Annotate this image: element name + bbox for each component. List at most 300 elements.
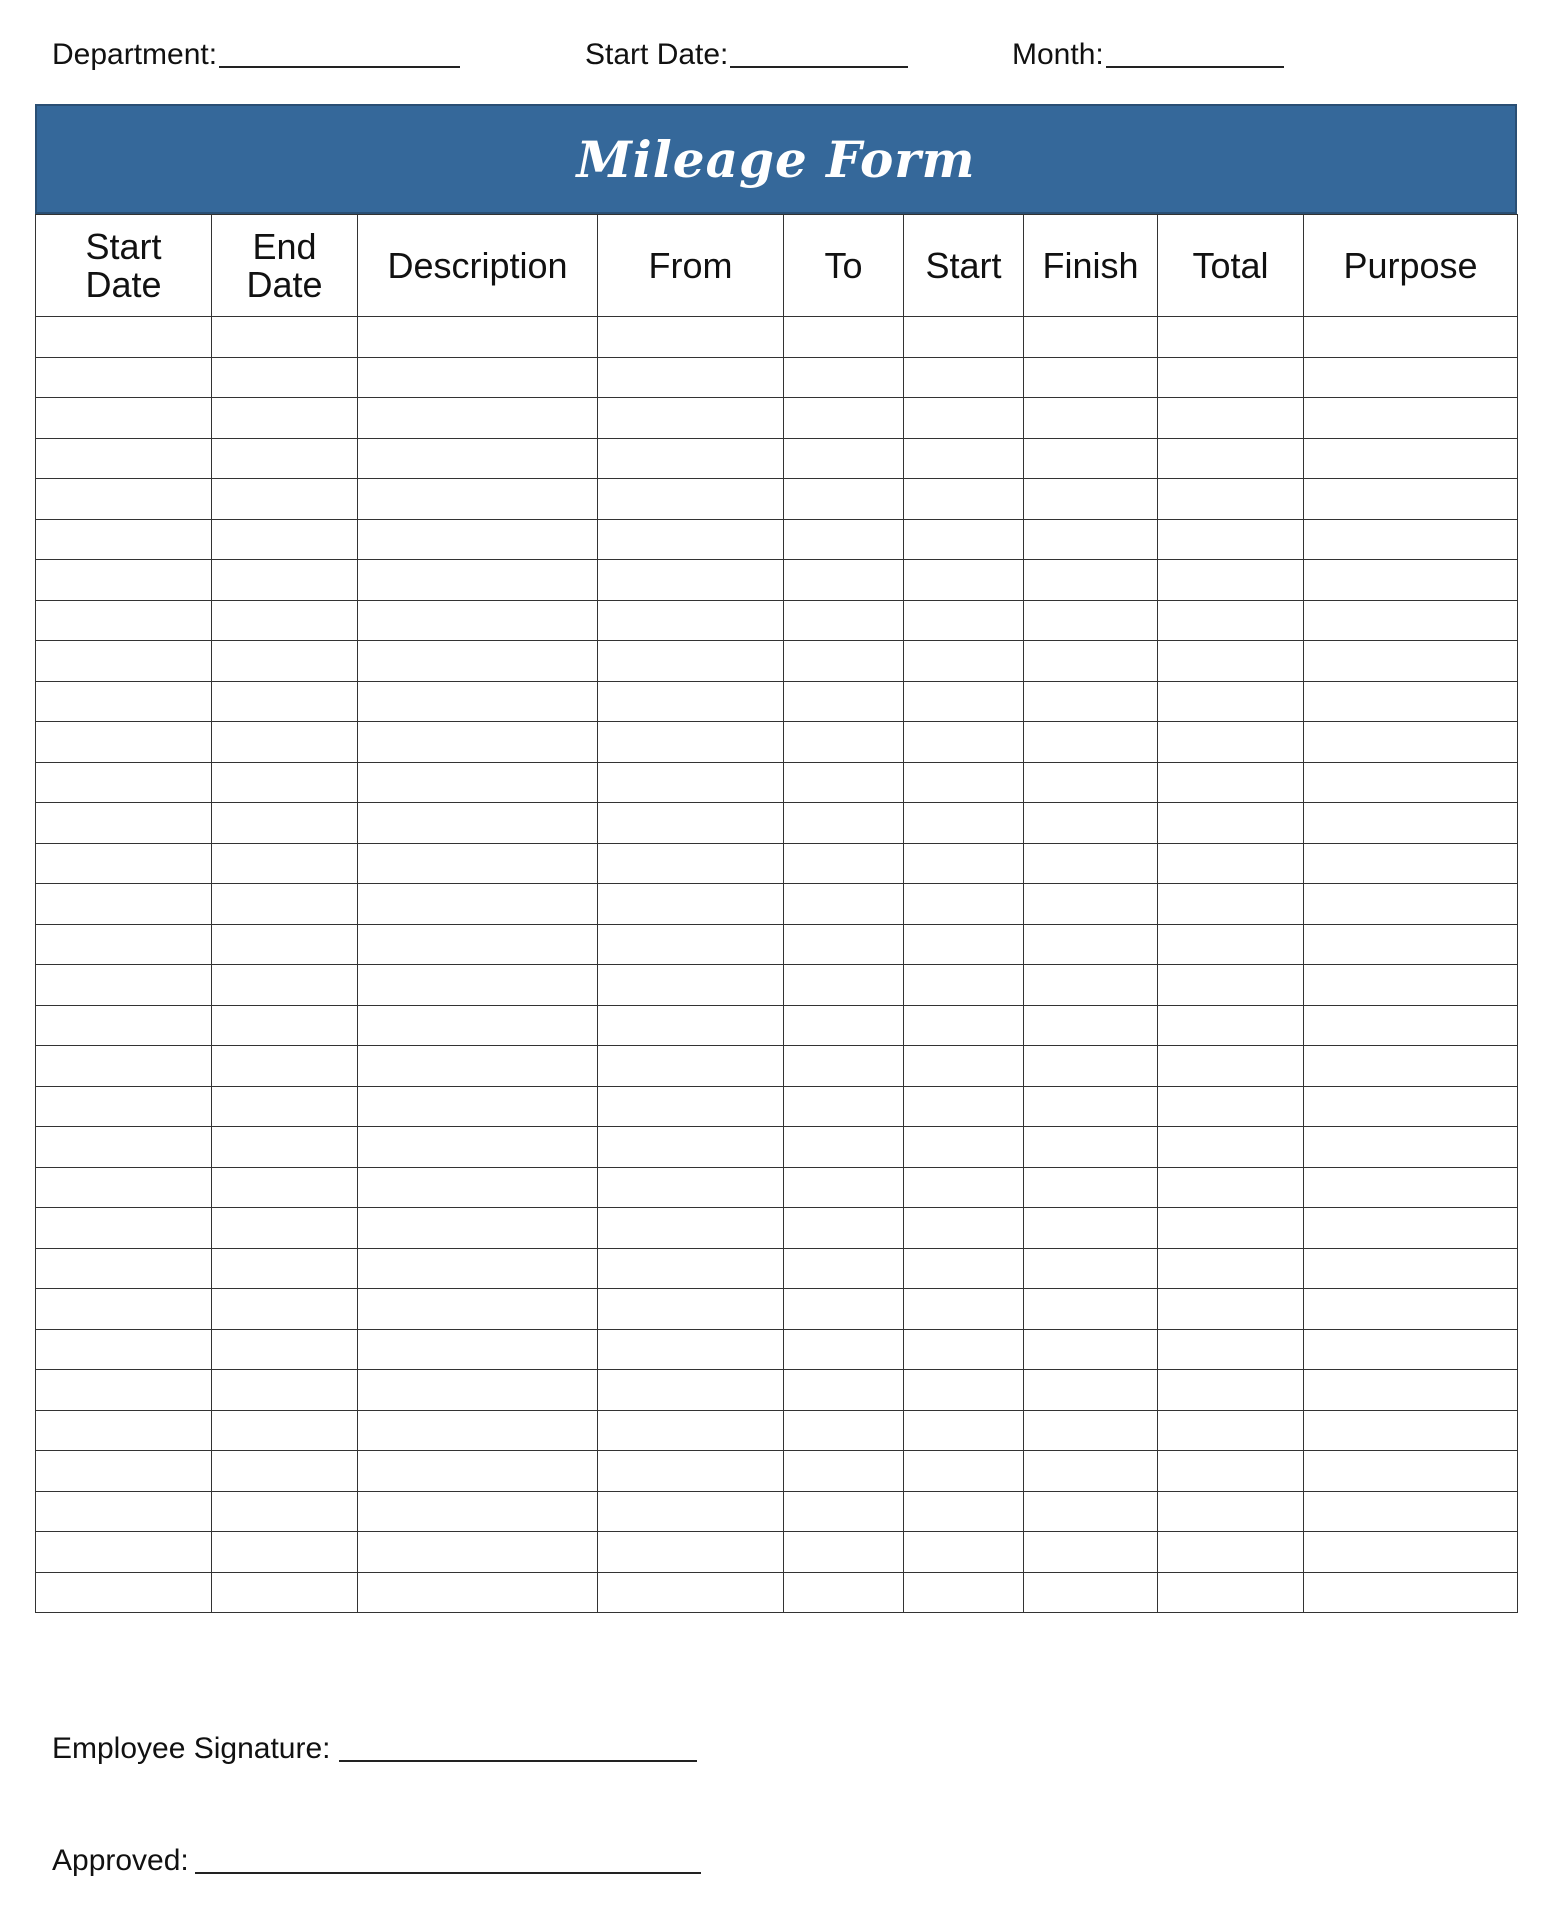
table-cell[interactable] bbox=[212, 1046, 358, 1087]
table-cell[interactable] bbox=[36, 479, 212, 520]
table-cell[interactable] bbox=[904, 1329, 1024, 1370]
table-cell[interactable] bbox=[1024, 438, 1158, 479]
table-cell[interactable] bbox=[1304, 884, 1518, 925]
table-cell[interactable] bbox=[598, 357, 784, 398]
table-cell[interactable] bbox=[358, 1208, 598, 1249]
table-cell[interactable] bbox=[358, 641, 598, 682]
table-cell[interactable] bbox=[212, 965, 358, 1006]
table-cell[interactable] bbox=[784, 965, 904, 1006]
table-cell[interactable] bbox=[784, 1208, 904, 1249]
table-cell[interactable] bbox=[784, 1491, 904, 1532]
table-cell[interactable] bbox=[212, 1572, 358, 1613]
table-cell[interactable] bbox=[784, 1127, 904, 1168]
table-cell[interactable] bbox=[784, 398, 904, 439]
table-cell[interactable] bbox=[904, 1410, 1024, 1451]
table-cell[interactable] bbox=[1024, 1491, 1158, 1532]
table-cell[interactable] bbox=[904, 1572, 1024, 1613]
table-cell[interactable] bbox=[1304, 317, 1518, 358]
table-cell[interactable] bbox=[1024, 1127, 1158, 1168]
table-cell[interactable] bbox=[784, 1370, 904, 1411]
table-cell[interactable] bbox=[904, 560, 1024, 601]
table-cell[interactable] bbox=[904, 1127, 1024, 1168]
table-cell[interactable] bbox=[36, 600, 212, 641]
month-input-line[interactable] bbox=[1106, 36, 1284, 68]
table-cell[interactable] bbox=[36, 1046, 212, 1087]
table-cell[interactable] bbox=[1304, 762, 1518, 803]
table-cell[interactable] bbox=[1158, 965, 1304, 1006]
table-cell[interactable] bbox=[358, 1167, 598, 1208]
table-cell[interactable] bbox=[598, 1248, 784, 1289]
month-field[interactable] bbox=[1012, 36, 1284, 73]
table-cell[interactable] bbox=[358, 1572, 598, 1613]
table-cell[interactable] bbox=[598, 1208, 784, 1249]
table-cell[interactable] bbox=[904, 965, 1024, 1006]
table-cell[interactable] bbox=[36, 1451, 212, 1492]
table-cell[interactable] bbox=[1304, 1127, 1518, 1168]
table-cell[interactable] bbox=[212, 1451, 358, 1492]
table-cell[interactable] bbox=[598, 1046, 784, 1087]
table-cell[interactable] bbox=[598, 843, 784, 884]
table-cell[interactable] bbox=[212, 438, 358, 479]
table-cell[interactable] bbox=[598, 1572, 784, 1613]
table-cell[interactable] bbox=[36, 560, 212, 601]
table-cell[interactable] bbox=[904, 924, 1024, 965]
table-cell[interactable] bbox=[904, 884, 1024, 925]
table-cell[interactable] bbox=[1024, 843, 1158, 884]
table-cell[interactable] bbox=[212, 1248, 358, 1289]
table-cell[interactable] bbox=[358, 1329, 598, 1370]
table-cell[interactable] bbox=[1158, 1005, 1304, 1046]
table-cell[interactable] bbox=[1304, 357, 1518, 398]
table-cell[interactable] bbox=[598, 600, 784, 641]
table-cell[interactable] bbox=[784, 519, 904, 560]
table-cell[interactable] bbox=[784, 560, 904, 601]
table-cell[interactable] bbox=[1158, 1572, 1304, 1613]
table-cell[interactable] bbox=[36, 398, 212, 439]
table-cell[interactable] bbox=[598, 1289, 784, 1330]
table-cell[interactable] bbox=[598, 398, 784, 439]
table-cell[interactable] bbox=[1158, 1329, 1304, 1370]
table-cell[interactable] bbox=[1024, 1208, 1158, 1249]
table-cell[interactable] bbox=[36, 1329, 212, 1370]
table-cell[interactable] bbox=[212, 317, 358, 358]
table-cell[interactable] bbox=[358, 884, 598, 925]
table-cell[interactable] bbox=[598, 1086, 784, 1127]
table-cell[interactable] bbox=[598, 1005, 784, 1046]
table-cell[interactable] bbox=[358, 843, 598, 884]
table-cell[interactable] bbox=[904, 1289, 1024, 1330]
table-cell[interactable] bbox=[1024, 1532, 1158, 1573]
table-cell[interactable] bbox=[36, 681, 212, 722]
table-cell[interactable] bbox=[1158, 1208, 1304, 1249]
table-cell[interactable] bbox=[784, 762, 904, 803]
table-cell[interactable] bbox=[598, 1127, 784, 1168]
table-cell[interactable] bbox=[1024, 560, 1158, 601]
table-cell[interactable] bbox=[36, 1167, 212, 1208]
table-cell[interactable] bbox=[904, 762, 1024, 803]
table-cell[interactable] bbox=[1304, 843, 1518, 884]
table-cell[interactable] bbox=[784, 884, 904, 925]
table-cell[interactable] bbox=[1304, 560, 1518, 601]
table-cell[interactable] bbox=[358, 1127, 598, 1168]
table-cell[interactable] bbox=[358, 722, 598, 763]
table-cell[interactable] bbox=[1304, 1005, 1518, 1046]
table-cell[interactable] bbox=[598, 317, 784, 358]
table-cell[interactable] bbox=[1024, 317, 1158, 358]
table-cell[interactable] bbox=[904, 1167, 1024, 1208]
table-cell[interactable] bbox=[358, 1532, 598, 1573]
table-cell[interactable] bbox=[212, 803, 358, 844]
table-cell[interactable] bbox=[212, 398, 358, 439]
table-cell[interactable] bbox=[358, 803, 598, 844]
table-cell[interactable] bbox=[598, 1329, 784, 1370]
table-cell[interactable] bbox=[212, 843, 358, 884]
table-cell[interactable] bbox=[212, 1491, 358, 1532]
table-cell[interactable] bbox=[1158, 1370, 1304, 1411]
table-cell[interactable] bbox=[212, 1005, 358, 1046]
table-cell[interactable] bbox=[598, 965, 784, 1006]
start-date-input-line[interactable] bbox=[730, 36, 908, 68]
table-cell[interactable] bbox=[1304, 1451, 1518, 1492]
approved-signature-line[interactable] bbox=[195, 1842, 701, 1874]
table-cell[interactable] bbox=[904, 1248, 1024, 1289]
table-cell[interactable] bbox=[1304, 1248, 1518, 1289]
table-cell[interactable] bbox=[1158, 1127, 1304, 1168]
table-cell[interactable] bbox=[784, 1532, 904, 1573]
table-cell[interactable] bbox=[904, 1532, 1024, 1573]
table-cell[interactable] bbox=[598, 884, 784, 925]
table-cell[interactable] bbox=[598, 641, 784, 682]
table-cell[interactable] bbox=[1158, 641, 1304, 682]
table-cell[interactable] bbox=[784, 722, 904, 763]
table-cell[interactable] bbox=[1024, 803, 1158, 844]
table-cell[interactable] bbox=[784, 1086, 904, 1127]
table-cell[interactable] bbox=[904, 843, 1024, 884]
table-cell[interactable] bbox=[1304, 722, 1518, 763]
table-cell[interactable] bbox=[1304, 1532, 1518, 1573]
table-cell[interactable] bbox=[904, 317, 1024, 358]
table-cell[interactable] bbox=[212, 1532, 358, 1573]
table-cell[interactable] bbox=[598, 722, 784, 763]
table-cell[interactable] bbox=[598, 519, 784, 560]
table-cell[interactable] bbox=[36, 803, 212, 844]
table-cell[interactable] bbox=[1158, 560, 1304, 601]
table-cell[interactable] bbox=[212, 681, 358, 722]
table-cell[interactable] bbox=[1024, 1005, 1158, 1046]
table-cell[interactable] bbox=[1304, 519, 1518, 560]
table-cell[interactable] bbox=[36, 641, 212, 682]
table-cell[interactable] bbox=[358, 398, 598, 439]
table-cell[interactable] bbox=[1024, 1248, 1158, 1289]
table-cell[interactable] bbox=[784, 438, 904, 479]
table-cell[interactable] bbox=[784, 681, 904, 722]
table-cell[interactable] bbox=[212, 357, 358, 398]
table-cell[interactable] bbox=[1304, 1410, 1518, 1451]
table-cell[interactable] bbox=[1304, 924, 1518, 965]
table-cell[interactable] bbox=[358, 1289, 598, 1330]
table-cell[interactable] bbox=[904, 722, 1024, 763]
table-cell[interactable] bbox=[212, 1127, 358, 1168]
table-cell[interactable] bbox=[36, 1491, 212, 1532]
table-cell[interactable] bbox=[904, 1086, 1024, 1127]
table-cell[interactable] bbox=[1158, 1491, 1304, 1532]
table-cell[interactable] bbox=[1024, 641, 1158, 682]
table-cell[interactable] bbox=[212, 1410, 358, 1451]
table-cell[interactable] bbox=[904, 398, 1024, 439]
table-cell[interactable] bbox=[904, 438, 1024, 479]
table-cell[interactable] bbox=[212, 1370, 358, 1411]
table-cell[interactable] bbox=[358, 681, 598, 722]
table-cell[interactable] bbox=[904, 1451, 1024, 1492]
table-cell[interactable] bbox=[904, 600, 1024, 641]
table-cell[interactable] bbox=[358, 479, 598, 520]
table-cell[interactable] bbox=[904, 1370, 1024, 1411]
table-cell[interactable] bbox=[598, 1491, 784, 1532]
table-cell[interactable] bbox=[904, 803, 1024, 844]
table-cell[interactable] bbox=[1304, 1572, 1518, 1613]
table-cell[interactable] bbox=[1304, 398, 1518, 439]
table-cell[interactable] bbox=[904, 681, 1024, 722]
table-cell[interactable] bbox=[1024, 1046, 1158, 1087]
table-cell[interactable] bbox=[1024, 681, 1158, 722]
table-cell[interactable] bbox=[904, 357, 1024, 398]
table-cell[interactable] bbox=[1158, 924, 1304, 965]
table-cell[interactable] bbox=[1158, 762, 1304, 803]
table-cell[interactable] bbox=[1158, 681, 1304, 722]
table-cell[interactable] bbox=[212, 722, 358, 763]
table-cell[interactable] bbox=[36, 884, 212, 925]
table-cell[interactable] bbox=[904, 1046, 1024, 1087]
table-cell[interactable] bbox=[1158, 357, 1304, 398]
department-input-line[interactable] bbox=[219, 36, 460, 68]
table-cell[interactable] bbox=[212, 519, 358, 560]
table-cell[interactable] bbox=[1158, 438, 1304, 479]
employee-signature-field[interactable] bbox=[52, 1730, 697, 1767]
table-cell[interactable] bbox=[358, 965, 598, 1006]
table-cell[interactable] bbox=[358, 1451, 598, 1492]
table-cell[interactable] bbox=[36, 924, 212, 965]
table-cell[interactable] bbox=[1024, 1451, 1158, 1492]
table-cell[interactable] bbox=[36, 722, 212, 763]
table-cell[interactable] bbox=[358, 438, 598, 479]
table-cell[interactable] bbox=[784, 803, 904, 844]
table-cell[interactable] bbox=[1024, 1329, 1158, 1370]
approved-field[interactable] bbox=[52, 1842, 701, 1879]
table-cell[interactable] bbox=[784, 1451, 904, 1492]
table-cell[interactable] bbox=[36, 317, 212, 358]
table-cell[interactable] bbox=[1304, 681, 1518, 722]
table-cell[interactable] bbox=[598, 1451, 784, 1492]
table-cell[interactable] bbox=[1304, 1167, 1518, 1208]
table-cell[interactable] bbox=[1158, 1248, 1304, 1289]
table-cell[interactable] bbox=[36, 1532, 212, 1573]
table-cell[interactable] bbox=[784, 1410, 904, 1451]
table-cell[interactable] bbox=[358, 1410, 598, 1451]
table-cell[interactable] bbox=[358, 600, 598, 641]
table-cell[interactable] bbox=[212, 641, 358, 682]
table-cell[interactable] bbox=[784, 1046, 904, 1087]
table-cell[interactable] bbox=[212, 1086, 358, 1127]
table-cell[interactable] bbox=[1304, 1086, 1518, 1127]
table-cell[interactable] bbox=[1304, 1208, 1518, 1249]
table-cell[interactable] bbox=[36, 1208, 212, 1249]
table-cell[interactable] bbox=[1304, 1329, 1518, 1370]
table-cell[interactable] bbox=[1158, 1451, 1304, 1492]
table-cell[interactable] bbox=[784, 924, 904, 965]
table-cell[interactable] bbox=[784, 1329, 904, 1370]
table-cell[interactable] bbox=[36, 1005, 212, 1046]
table-cell[interactable] bbox=[1304, 803, 1518, 844]
table-cell[interactable] bbox=[1158, 600, 1304, 641]
table-cell[interactable] bbox=[358, 1248, 598, 1289]
table-cell[interactable] bbox=[1158, 722, 1304, 763]
table-cell[interactable] bbox=[212, 884, 358, 925]
table-cell[interactable] bbox=[1304, 1491, 1518, 1532]
table-cell[interactable] bbox=[598, 762, 784, 803]
table-cell[interactable] bbox=[212, 600, 358, 641]
table-cell[interactable] bbox=[36, 843, 212, 884]
table-cell[interactable] bbox=[598, 1532, 784, 1573]
table-cell[interactable] bbox=[784, 1167, 904, 1208]
table-cell[interactable] bbox=[1158, 479, 1304, 520]
table-cell[interactable] bbox=[598, 438, 784, 479]
table-cell[interactable] bbox=[36, 1572, 212, 1613]
table-cell[interactable] bbox=[784, 843, 904, 884]
table-cell[interactable] bbox=[212, 479, 358, 520]
table-cell[interactable] bbox=[358, 519, 598, 560]
table-cell[interactable] bbox=[1024, 519, 1158, 560]
table-cell[interactable] bbox=[1024, 884, 1158, 925]
table-cell[interactable] bbox=[212, 1208, 358, 1249]
table-cell[interactable] bbox=[212, 1289, 358, 1330]
table-cell[interactable] bbox=[36, 1289, 212, 1330]
table-cell[interactable] bbox=[904, 1491, 1024, 1532]
table-cell[interactable] bbox=[1024, 1167, 1158, 1208]
table-cell[interactable] bbox=[904, 1005, 1024, 1046]
table-cell[interactable] bbox=[1024, 357, 1158, 398]
table-cell[interactable] bbox=[598, 681, 784, 722]
table-cell[interactable] bbox=[36, 1127, 212, 1168]
table-cell[interactable] bbox=[1024, 479, 1158, 520]
table-cell[interactable] bbox=[1024, 1410, 1158, 1451]
table-cell[interactable] bbox=[1158, 1167, 1304, 1208]
table-cell[interactable] bbox=[212, 560, 358, 601]
table-cell[interactable] bbox=[1304, 1046, 1518, 1087]
table-cell[interactable] bbox=[1304, 479, 1518, 520]
table-cell[interactable] bbox=[1158, 843, 1304, 884]
table-cell[interactable] bbox=[358, 1491, 598, 1532]
table-cell[interactable] bbox=[36, 965, 212, 1006]
table-cell[interactable] bbox=[358, 1005, 598, 1046]
column-header-total: Total bbox=[1158, 215, 1304, 317]
table-cell[interactable] bbox=[598, 803, 784, 844]
table-cell[interactable] bbox=[358, 1046, 598, 1087]
table-cell[interactable] bbox=[1304, 438, 1518, 479]
table-cell[interactable] bbox=[904, 479, 1024, 520]
table-cell[interactable] bbox=[1024, 722, 1158, 763]
table-cell[interactable] bbox=[784, 317, 904, 358]
table-cell[interactable] bbox=[598, 479, 784, 520]
table-cell[interactable] bbox=[358, 560, 598, 601]
table-cell[interactable] bbox=[1024, 398, 1158, 439]
table-cell[interactable] bbox=[36, 357, 212, 398]
table-cell[interactable] bbox=[212, 1329, 358, 1370]
employee-signature-line[interactable] bbox=[339, 1730, 697, 1762]
table-cell[interactable] bbox=[1304, 1370, 1518, 1411]
table-cell[interactable] bbox=[358, 317, 598, 358]
table-cell[interactable] bbox=[1158, 1410, 1304, 1451]
table-cell[interactable] bbox=[1024, 1086, 1158, 1127]
start-date-field[interactable] bbox=[585, 36, 908, 73]
table-cell[interactable] bbox=[904, 641, 1024, 682]
table-cell[interactable] bbox=[598, 1410, 784, 1451]
table-cell[interactable] bbox=[1304, 600, 1518, 641]
table-cell[interactable] bbox=[212, 762, 358, 803]
table-cell[interactable] bbox=[784, 600, 904, 641]
table-cell[interactable] bbox=[1158, 1086, 1304, 1127]
table-cell[interactable] bbox=[358, 924, 598, 965]
table-cell[interactable] bbox=[36, 762, 212, 803]
table-cell[interactable] bbox=[1024, 1572, 1158, 1613]
table-cell[interactable] bbox=[598, 924, 784, 965]
table-cell[interactable] bbox=[36, 1086, 212, 1127]
table-cell[interactable] bbox=[1158, 803, 1304, 844]
table-cell[interactable] bbox=[1024, 924, 1158, 965]
table-cell[interactable] bbox=[1158, 1289, 1304, 1330]
table-cell[interactable] bbox=[784, 1248, 904, 1289]
department-field[interactable] bbox=[52, 36, 460, 73]
table-cell[interactable] bbox=[784, 479, 904, 520]
table-cell[interactable] bbox=[784, 357, 904, 398]
table-cell[interactable] bbox=[36, 1370, 212, 1411]
table-cell[interactable] bbox=[904, 519, 1024, 560]
table-cell[interactable] bbox=[36, 519, 212, 560]
table-cell[interactable] bbox=[36, 438, 212, 479]
table-cell[interactable] bbox=[358, 762, 598, 803]
table-cell[interactable] bbox=[1024, 600, 1158, 641]
table-cell[interactable] bbox=[1158, 317, 1304, 358]
table-row bbox=[36, 479, 1518, 520]
table-cell[interactable] bbox=[1024, 1370, 1158, 1411]
table-cell[interactable] bbox=[1024, 1289, 1158, 1330]
table-cell[interactable] bbox=[1158, 519, 1304, 560]
table-cell[interactable] bbox=[598, 1370, 784, 1411]
table-cell[interactable] bbox=[1304, 965, 1518, 1006]
table-cell[interactable] bbox=[784, 1572, 904, 1613]
table-cell[interactable] bbox=[1158, 398, 1304, 439]
table-cell[interactable] bbox=[904, 1208, 1024, 1249]
table-cell[interactable] bbox=[1024, 762, 1158, 803]
table-cell[interactable] bbox=[784, 641, 904, 682]
table-cell[interactable] bbox=[1024, 965, 1158, 1006]
table-cell[interactable] bbox=[358, 1370, 598, 1411]
table-cell[interactable] bbox=[358, 1086, 598, 1127]
table-cell[interactable] bbox=[784, 1289, 904, 1330]
table-cell[interactable] bbox=[1304, 1289, 1518, 1330]
table-cell[interactable] bbox=[598, 1167, 784, 1208]
table-cell[interactable] bbox=[784, 1005, 904, 1046]
table-cell[interactable] bbox=[36, 1410, 212, 1451]
table-cell[interactable] bbox=[358, 357, 598, 398]
table-cell[interactable] bbox=[212, 1167, 358, 1208]
table-cell[interactable] bbox=[1158, 884, 1304, 925]
table-cell[interactable] bbox=[36, 1248, 212, 1289]
table-cell[interactable] bbox=[1158, 1046, 1304, 1087]
table-cell[interactable] bbox=[212, 924, 358, 965]
table-cell[interactable] bbox=[1304, 641, 1518, 682]
table-cell[interactable] bbox=[1158, 1532, 1304, 1573]
table-cell[interactable] bbox=[598, 560, 784, 601]
